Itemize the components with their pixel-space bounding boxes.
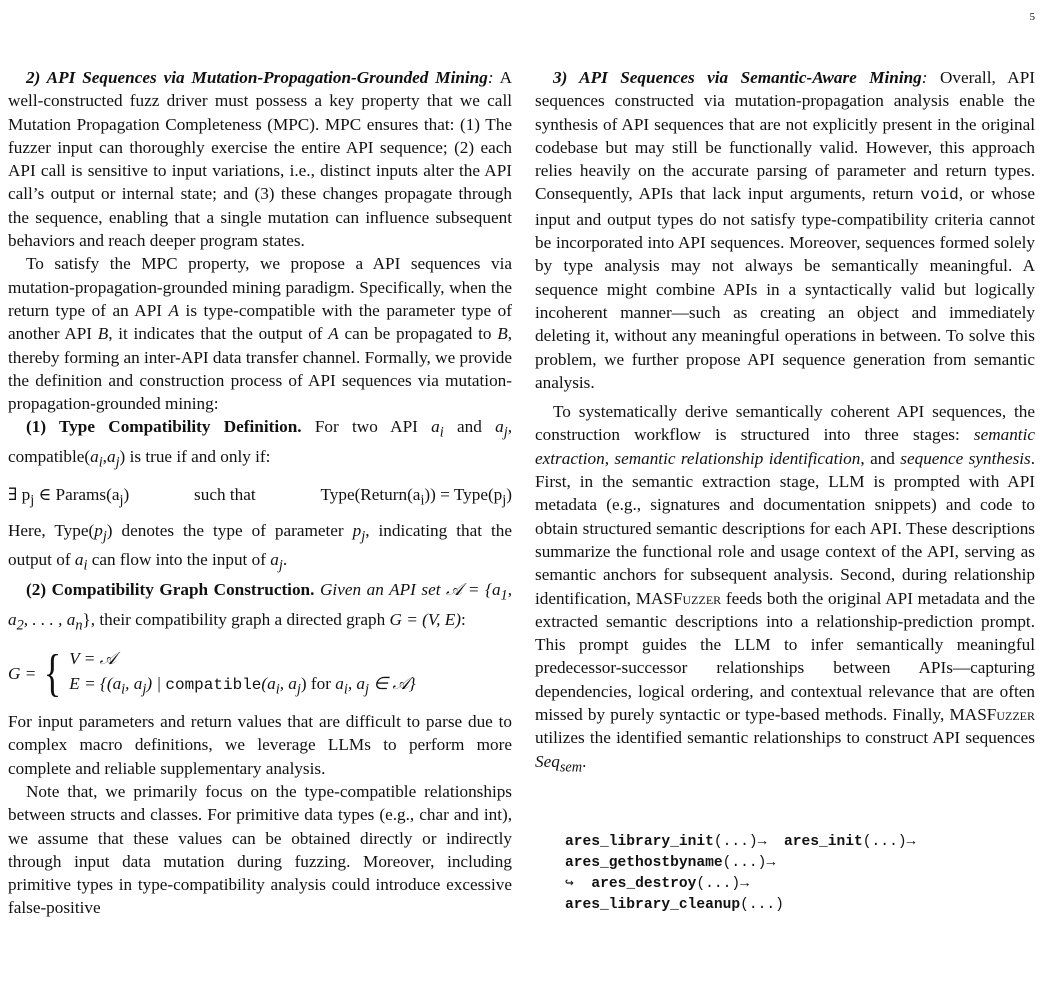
primitive-types-paragraph: Note that, we primarily focus on the type-compatible relationships between structs and classes. For primitive data types (e.g., char and int), we assume that these values can be obtained directly or indirectly through input data mutation during fuzzing. Moreover, including primitive types in type-compatibility analysis could introduce excessive false-positive — [8, 781, 512, 918]
type-compatibility-definition: (1) Type Compatibility Definition. For two API $a_i$ and $a_j$, $compatible(a_i,a_j)$ is true if and only if: — [8, 417, 513, 471]
page-number: 5 — [1029, 11, 1035, 23]
api-sequence-code-example: ares_library_init(...)→ ares_init(...)→ ares_gethostbyname(...)→ ↪ ares_destroy(...)→ ares_library_cleanup(...) — [565, 834, 916, 914]
section-2-paragraph: 2) API Sequences via Mutation-Propagation-Grounded Mining: A well-constructed fuzz driver must possess a key property that we call Mutation Propagation Completeness (MPC). MPC ensures that: (1) The fuzzer input can thoroughly exercise the entire API sequence; (2) each API call is sensitive to input variations, i.e., distinct inputs alter the API call’s output or internal state; and (3) these changes propagate through the sequence, enabling that a single mutation can influence subsequent behaviors and reach deeper program states. — [8, 68, 512, 251]
equation-type-compatibility: ∃ $p_j$ ∈ $Params(a_j)$ such that $Type(Return(a_i))$ = $Type(p_j)$ — [8, 484, 512, 509]
semantic-workflow-paragraph: To systematically derive semantically coherent API sequences, the construction workflow is structured into three stages: semantic extraction, semantic relationship identification, and sequence synthesis. First, in the semantic extraction stage, LLM is prompted with API metadata (e.g., signatures and documentation snippets) and code to obtain structured semantic descriptions for each API. These descriptions summarize the functional role and usage context of the API, serving as semantic anchors for subsequent analysis. Second, during relationship identification, MASFuzzer feeds both the original API metadata and the extracted semantic descriptions into a relationship-prediction prompt. This prompt guides the LLM to infer semantically meaningful predecessor-successor relationships between APIs—capturing dependencies, logical ordering, and contextual relevance that are often missed by purely syntactic or type-based methods. Finally, MASFuzzer utilizes the identified semantic relationships to construct API sequences Seq$_{sem}$. — [535, 402, 1036, 776]
void-keyword: void — [920, 186, 959, 205]
here-paragraph: Here, $Type(p_j)$ denotes the type of parameter $p_j$, indicating that the output of $a_i$ can flow into the input of $a_j$. — [8, 520, 512, 574]
llm-parsing-paragraph: For input parameters and return values that are difficult to parse due to complex macro definitions, we leverage LLMs to perform more complete and reliable supplementary analysis. — [8, 712, 512, 778]
equation-graph: G = { V = 𝒜 $E = \{(a_i$, $a_j$) | $compatible(a_i$, $a_j$) for $a_i$, $a_j$ ∈ 𝒜} — [8, 644, 416, 702]
section-3-paragraph: 3) API Sequences via Semantic-Aware Mining: Overall, API sequences constructed via mutation-propagation analysis enable the synthesis of API sequences that are not explicitly present in the original codebase but may still be functionally valid. However, this approach relies heavily on the accurate parsing of parameter and return types. Consequently, APIs that lack input arguments, return void, or whose input and output types do not satisfy type-compatibility criteria cannot be incorporated into API sequences. Moreover, sequences formed solely by type analysis may not always be semantically meaningful. A sequence might combine APIs in a syntactically valid but logically incoherent manner—such as creating an object and immediately deleting it, without any meaningful operations in between. To solve this problem, we further propose API sequence generation from semantic analysis. — [535, 68, 1035, 392]
section-3-title: 3) API Sequences via Semantic-Aware Mining — [553, 68, 922, 87]
left-column — [8, 66, 512, 920]
definition-2-title: (2) Compatibility Graph Construction. — [26, 580, 315, 600]
right-column — [535, 66, 1035, 916]
tool-name: MASFuzzer — [635, 588, 722, 608]
tool-name: MASFuzzer — [949, 705, 1035, 725]
compatibility-graph-definition: (2) Compatibility Graph Construction. Given an API set 𝒜 = {$a_1$, $a_2$, . . . , $a_n$}, their compatibility graph a directed graph G = (V, E): — [8, 580, 513, 634]
mpc-paradigm-paragraph: To satisfy the MPC property, we propose a API sequences via mutation-propagation-grounded mining paradigm. Specifically, when the return type of an API A is type-compatible with the parameter type of another API B, it indicates that the output of A can be propagated to B, thereby forming an inter-API data transfer channel. Formally, we provide the definition and construction process of API sequences via mutation-propagation-grounded mining: — [8, 254, 512, 414]
section-2-title: 2) API Sequences via Mutation-Propagation-Grounded Mining — [26, 68, 488, 87]
mpc-text: A well-constructed fuzz driver must possess a key property that we call Mutation Propagation Completeness (MPC). MPC ensures that: (1) The fuzzer input can thoroughly exercise the entire API sequence; (2) each API call is sensitive to input variations, i.e., distinct inputs alter the API call’s output or internal state; and (3) these changes propagate through the sequence, enabling that a single mutation can influence subsequent behaviors and reach deeper program states. — [8, 68, 512, 251]
definition-1-title: (1) Type Compatibility Definition. — [26, 417, 302, 437]
